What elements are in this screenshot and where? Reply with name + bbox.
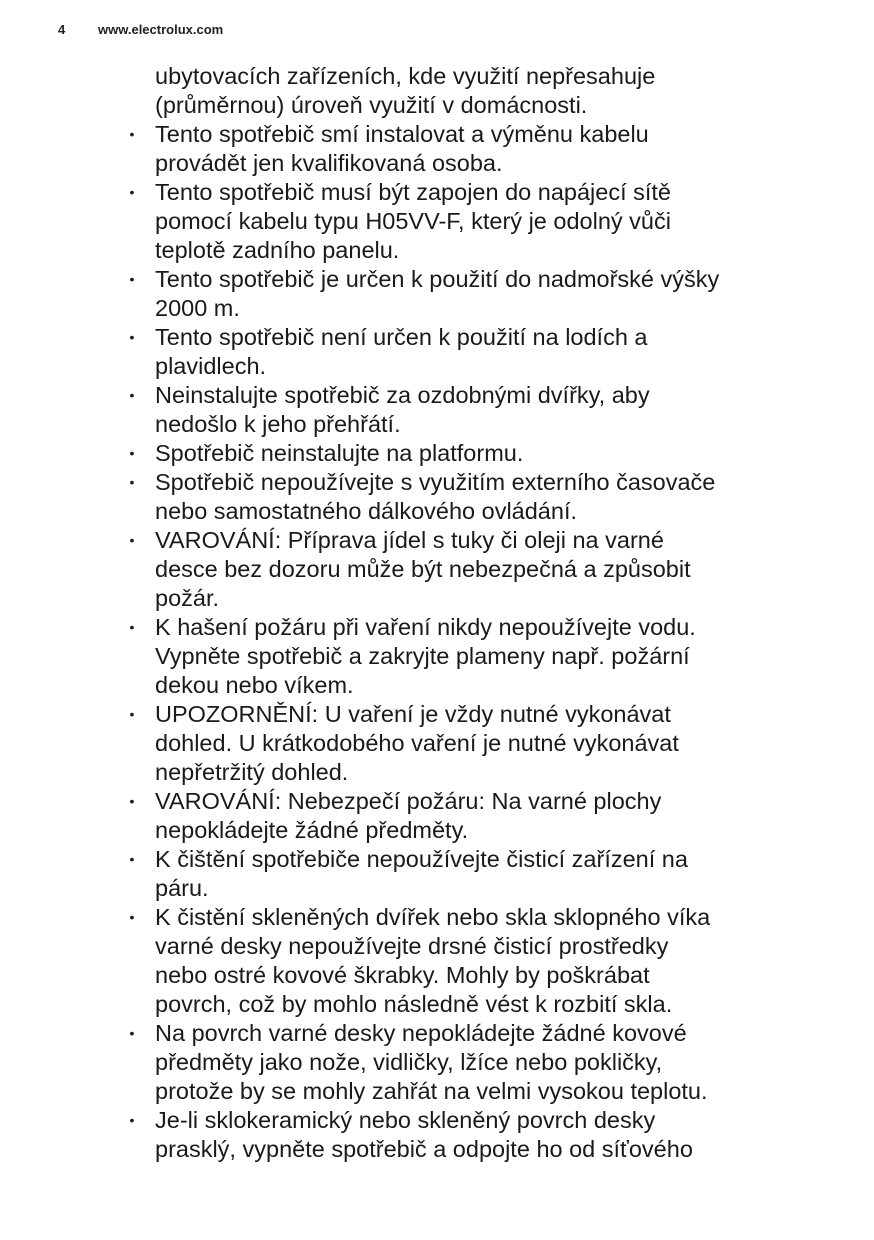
list-item xyxy=(127,787,827,845)
list-item xyxy=(127,526,827,613)
list-item-text: Tento spotřebič není určen k použití na lodích a plavidlech. xyxy=(155,324,648,379)
list-item xyxy=(127,265,827,323)
bullet-icon: • xyxy=(129,619,135,635)
list-item-text: VAROVÁNÍ: Nebezpečí požáru: Na varné plochy nepokládejte žádné předměty. xyxy=(155,788,662,843)
bullet-icon: • xyxy=(129,851,135,867)
list-item-text: Spotřebič neinstalujte na platformu. xyxy=(155,440,524,466)
bullet-icon: • xyxy=(129,271,135,287)
page-number: 4 xyxy=(58,22,66,37)
list-item-text: VAROVÁNÍ: Příprava jídel s tuky či oleji na varné desce bez dozoru může být nebezpečná a způsobit požár. xyxy=(155,527,691,611)
list-item-text: K čištění spotřebiče nepoužívejte čisticí zařízení na páru. xyxy=(155,846,688,901)
bullet-icon: • xyxy=(129,706,135,722)
list-item xyxy=(127,700,827,787)
safety-instructions xyxy=(127,62,827,1164)
list-item-text: Tento spotřebič musí být zapojen do napájecí sítě pomocí kabelu typu H05VV-F, který je odolný vůči teplotě zadního panelu. xyxy=(155,179,672,263)
list-item-text: Spotřebič nepoužívejte s využitím externího časovače nebo samostatného dálkového ovládání. xyxy=(155,469,716,524)
bullet-icon: • xyxy=(129,909,135,925)
list-item-text: Na povrch varné desky nepokládejte žádné kovové předměty jako nože, vidličky, lžíce nebo pokličky, protože by se mohly zahřát na velmi vysokou teplotu. xyxy=(155,1020,708,1104)
list-item xyxy=(127,1019,827,1106)
bullet-icon: • xyxy=(129,1025,135,1041)
list-item xyxy=(127,381,827,439)
bullet-icon: • xyxy=(129,445,135,461)
website-url: www.electrolux.com xyxy=(98,22,224,37)
bullet-list xyxy=(127,120,827,1164)
list-item xyxy=(127,845,827,903)
list-item xyxy=(127,120,827,178)
bullet-icon: • xyxy=(129,1112,135,1128)
list-item-text: Neinstalujte spotřebič za ozdobnými dvířky, aby nedošlo k jeho přehřátí. xyxy=(155,382,650,437)
list-item xyxy=(127,178,827,265)
bullet-icon: • xyxy=(129,329,135,345)
bullet-icon: • xyxy=(129,387,135,403)
list-item xyxy=(127,323,827,381)
list-item-text: K hašení požáru při vaření nikdy nepoužívejte vodu. Vypněte spotřebič a zakryjte plameny např. požární dekou nebo víkem. xyxy=(155,614,696,698)
bullet-icon: • xyxy=(129,184,135,200)
list-item-text: K čistění skleněných dvířek nebo skla sklopného víka varné desky nepoužívejte drsné čisticí prostředky nebo ostré kovové škrabky. Mohly by poškrábat povrch, což by mohlo následně vést k rozbití skla. xyxy=(155,904,711,1017)
bullet-icon: • xyxy=(129,793,135,809)
bullet-icon: • xyxy=(129,474,135,490)
list-item xyxy=(127,903,827,1019)
bullet-icon: • xyxy=(129,126,135,142)
list-item xyxy=(127,468,827,526)
bullet-icon: • xyxy=(129,532,135,548)
list-item-text: Tento spotřebič je určen k použití do nadmořské výšky 2000 m. xyxy=(155,266,720,321)
list-item xyxy=(127,439,827,468)
continued-paragraph: ubytovacích zařízeních, kde využití nepřesahuje (průměrnou) úroveň využití v domácnosti. xyxy=(155,63,656,118)
list-item-text: UPOZORNĚNÍ: U vaření je vždy nutné vykonávat dohled. U krátkodobého vaření je nutné vykonávat nepřetržitý dohled. xyxy=(155,701,679,785)
page-header xyxy=(58,22,223,37)
list-item-text: Je-li sklokeramický nebo skleněný povrch desky prasklý, vypněte spotřebič a odpojte ho od síťového xyxy=(155,1107,693,1162)
list-item xyxy=(127,1106,827,1164)
list-item xyxy=(127,613,827,700)
list-item-text: Tento spotřebič smí instalovat a výměnu kabelu provádět jen kvalifikovaná osoba. xyxy=(155,121,649,176)
